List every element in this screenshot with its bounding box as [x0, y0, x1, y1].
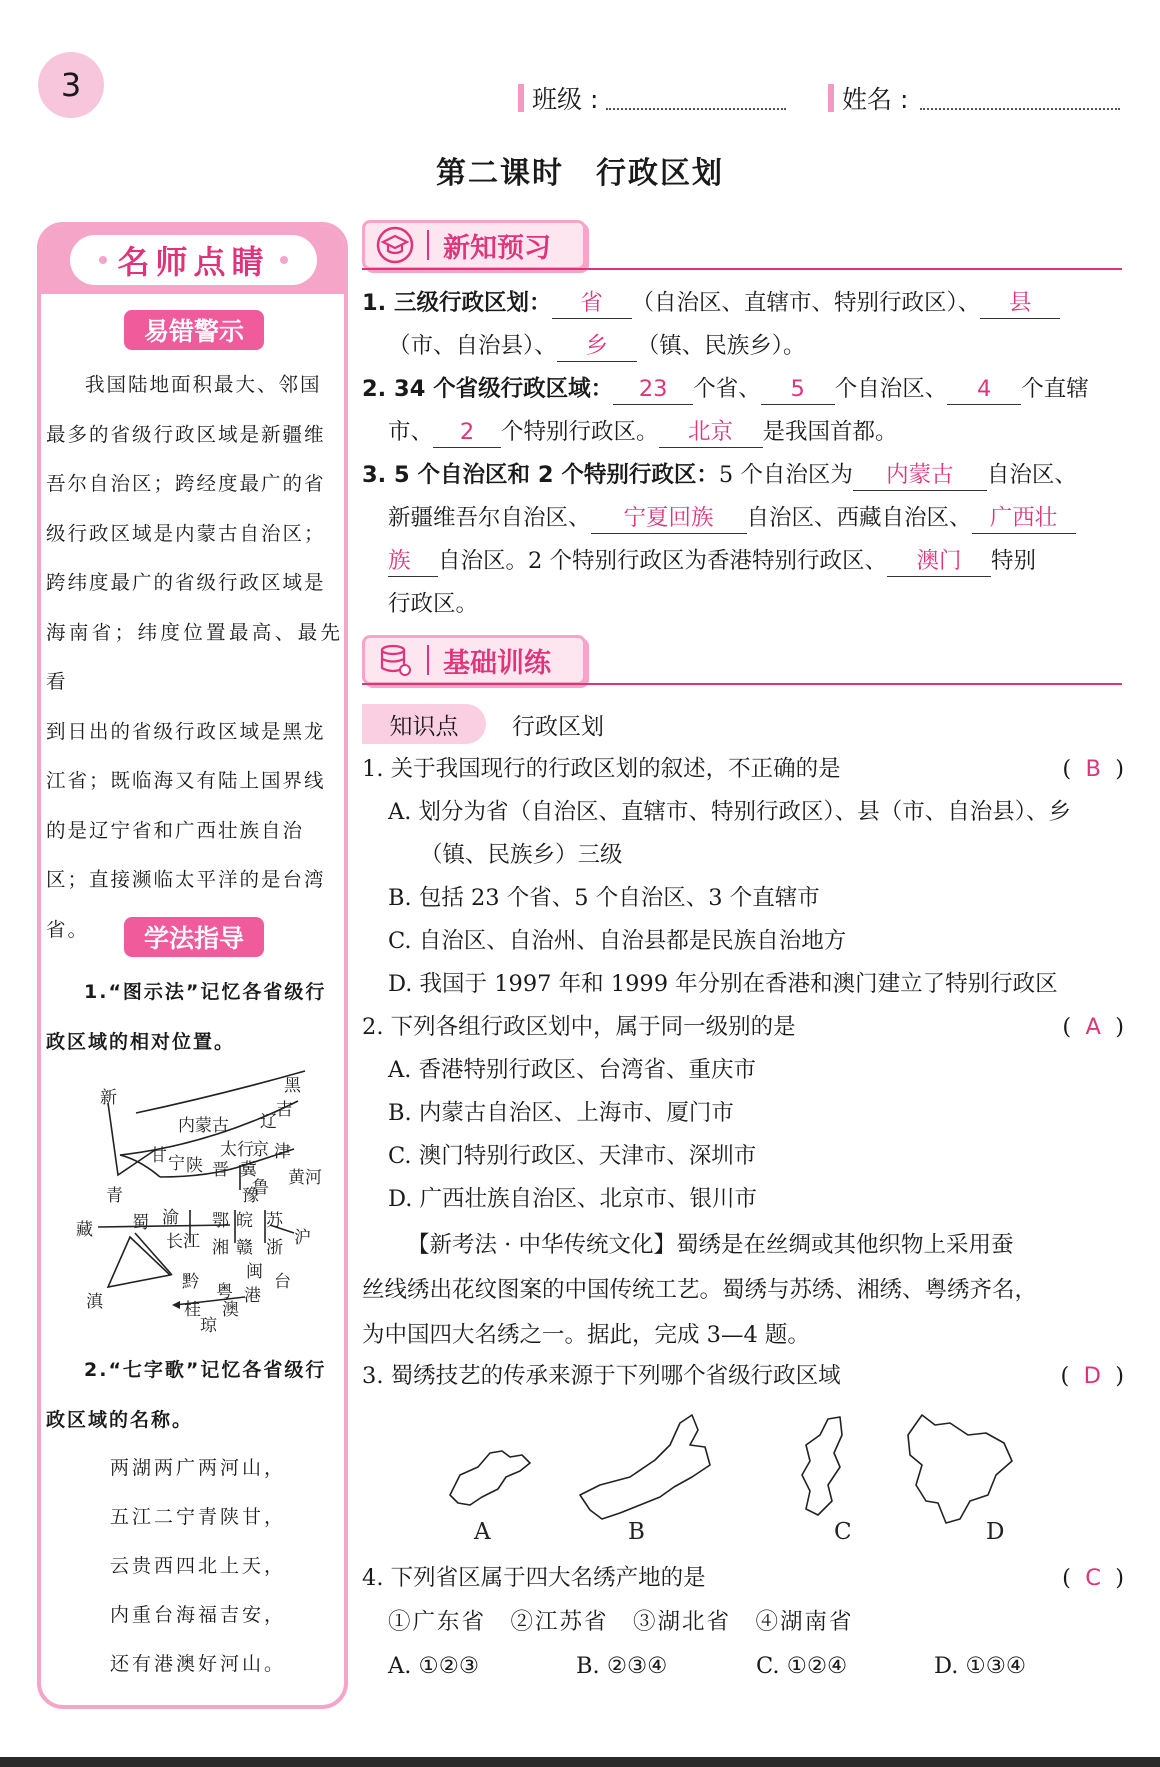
preview-q3-line3: 族 自治区。2 个特别行政区为香港特别行政区、 澳门 特别 [388, 540, 1036, 583]
preview-q3-line2: 新疆维吾尔自治区、 宁夏回族 自治区、西藏自治区、 广西壮 [388, 497, 1076, 540]
diagram-label: 鄂 [212, 1211, 229, 1231]
diagram-label: 藏 [76, 1220, 93, 1240]
diagram-label: 青 [106, 1186, 123, 1206]
diagram-label: 滇 [86, 1292, 103, 1312]
map-choice-labels [473, 1519, 1004, 1545]
map-label: B [628, 1519, 645, 1545]
diagram-label: 鲁 [252, 1178, 269, 1198]
diagram-label: 黔 [182, 1272, 199, 1292]
q4-option-c: C. ①②④ [756, 1653, 848, 1679]
diagram-label: 桂 [184, 1300, 201, 1320]
q2-option-c: C. 澳门特别行政区、天津市、深圳市 [388, 1143, 757, 1169]
knowledge-point-title: 行政区划 [512, 714, 604, 740]
diagram-label: 吉 [276, 1100, 293, 1120]
diagram-label: 长江 [166, 1232, 200, 1252]
graduation-cap-icon [375, 225, 415, 265]
method1-text: 1.“图示法”记忆各省级行 政区域的相对位置。 [46, 981, 327, 1053]
q2-option-a: A. 香港特别行政区、台湾省、重庆市 [388, 1057, 757, 1083]
poem-line: 两湖两广两河山， [110, 1457, 287, 1479]
q3-stem: 3. 蜀绣技艺的传承来源于下列哪个省级行政区域 [362, 1363, 841, 1389]
q1-option-c: C. 自治区、自治州、自治县都是民族自治地方 [388, 928, 847, 954]
preview-q1-line1: 1. 三级行政区划： 省 （自治区、直辖市、特别行政区）、 县 [362, 282, 1060, 325]
preview-section-badge: 新知预习 [362, 220, 586, 270]
class-blank[interactable] [606, 108, 786, 110]
page-title: 第二课时 行政区划 [436, 156, 724, 191]
diagram-label: 粤 [216, 1282, 233, 1302]
poem-line: 云贵西四北上天， [110, 1555, 287, 1577]
q2-stem: 2. 下列各组行政区划中，属于同一级别的是 [362, 1014, 796, 1040]
preview-q1-line2: （市、自治县）、 乡 （镇、民族乡）。 [388, 325, 806, 368]
sidebar-heading: 名师点睛 [70, 235, 317, 285]
name-blank[interactable] [920, 108, 1120, 110]
study-method-label: 学法指导 [124, 917, 264, 957]
preview-rule [362, 268, 1122, 270]
q1-option-b: B. 包括 23 个省、5 个自治区、3 个直辖市 [388, 885, 820, 911]
training-rule [362, 683, 1122, 685]
diagram-label: 台 [274, 1272, 291, 1292]
diagram-label: 冀 [240, 1160, 257, 1180]
class-field: 班级 : [518, 80, 598, 116]
preview-q3-line4: 行政区。 [388, 591, 479, 617]
page-number: 3 [38, 52, 104, 118]
q4-items: ①广东省 ②江苏省 ③湖北省 ④湖南省 [388, 1609, 854, 1635]
diagram-label: 豫 [242, 1186, 259, 1206]
database-icon [375, 640, 415, 680]
diagram-labels [76, 1076, 322, 1336]
q1-option-d: D. 我国于 1997 年和 1999 年分别在香港和澳门建立了特别行政区 [388, 971, 1058, 997]
map-label: A [474, 1519, 491, 1545]
diagram-label: 辽 [260, 1112, 277, 1132]
q1-answer-paren: ( B ) [1062, 756, 1124, 782]
province-outline-sichuan [908, 1415, 1012, 1523]
province-outline-maps [430, 1405, 1080, 1545]
province-position-diagram [60, 1065, 340, 1336]
diagram-label: 新 [100, 1088, 117, 1108]
diagram-label: 港 [244, 1286, 261, 1306]
preview-q3-line1: 3. 5 个自治区和 2 个特别行政区：5 个自治区为 内蒙古 自治区、 [362, 454, 1077, 497]
diagram-label: 内蒙古 [178, 1116, 229, 1136]
q4-option-d: D. ①③④ [934, 1653, 1027, 1679]
diagram-label: 宁 [168, 1154, 185, 1174]
diagram-label: 甘 [150, 1146, 167, 1166]
diagram-label: 蜀 [132, 1213, 149, 1233]
poem-line: 五江二宁青陕甘， [110, 1506, 287, 1528]
province-outline-shaanxi [802, 1417, 842, 1515]
map-label: D [986, 1519, 1005, 1545]
diagram-label: 皖 [236, 1211, 253, 1231]
q1-option-a: A. 划分为省（自治区、直辖市、特别行政区）、县（市、自治县）、乡 [388, 799, 1072, 825]
diagram-label: 琼 [200, 1316, 217, 1336]
diagram-label: 闽 [246, 1262, 263, 1282]
diagram-label: 太行 [220, 1140, 254, 1160]
seven-character-poem [110, 1444, 286, 1689]
q1-stem: 1. 关于我国现行的行政区划的叙述，不正确的是 [362, 756, 841, 782]
diagram-label: 陕 [186, 1156, 203, 1176]
name-field: 姓名 : [828, 80, 908, 116]
diagram-label: 沪 [294, 1228, 311, 1248]
diagram-label: 黄河 [288, 1168, 322, 1188]
training-section-badge: 基础训练 [362, 635, 586, 685]
diagram-label: 浙 [266, 1238, 283, 1258]
knowledge-point-tag: 知识点 [362, 704, 486, 744]
diagram-label: 湘 [212, 1238, 229, 1258]
q1-option-a-cont: （镇、民族乡）三级 [420, 842, 623, 868]
diagram-label: 澳 [222, 1300, 239, 1320]
q2-option-d: D. 广西壮族自治区、北京市、银川市 [388, 1186, 758, 1212]
q2-option-b: B. 内蒙古自治区、上海市、厦门市 [388, 1100, 734, 1126]
province-outline-shandong [450, 1451, 530, 1505]
q4-option-a: A. ①②③ [388, 1653, 480, 1679]
map-label: C [834, 1519, 852, 1545]
q4-stem: 4. 下列省区属于四大名绣产地的是 [362, 1565, 706, 1591]
q4-answer-paren: ( C ) [1062, 1565, 1124, 1591]
diagram-label: 苏 [266, 1211, 283, 1231]
q2-answer-paren: ( A ) [1062, 1014, 1124, 1040]
reading-passage: 【新考法 · 中华传统文化】蜀绣是在丝绸或其他织物上采用蚕 丝线绣出花纹图案的中国传统工艺。蜀绣与苏绣、湘绣、粤绣齐名， 为中国四大名绣之一。据此，完成 3—4 题。 [362, 1232, 1038, 1348]
q3-answer-paren: ( D ) [1060, 1363, 1124, 1389]
error-warning-label: 易错警示 [124, 310, 264, 350]
bottom-edge [0, 1757, 1160, 1767]
diagram-label: 晋 [212, 1160, 229, 1180]
q4-option-b: B. ②③④ [576, 1653, 668, 1679]
province-outline-inner-mongolia [580, 1415, 710, 1519]
diagram-label: 黑 [284, 1076, 301, 1096]
poem-line: 还有港澳好河山。 [110, 1653, 287, 1675]
method2-text: 2.“七字歌”记忆各省级行 政区域的名称。 [46, 1359, 327, 1431]
diagram-label: 京 [252, 1140, 269, 1160]
preview-q2-line2: 市、 2 个特别行政区。 北京 是我国首都。 [388, 411, 898, 454]
poem-line: 内重台海福吉安， [110, 1604, 287, 1626]
diagram-label: 津 [274, 1142, 291, 1162]
diagram-label: 渝 [162, 1208, 179, 1228]
preview-q2-line1: 2. 34 个省级行政区域： 23 个省、 5 个自治区、 4 个直辖 [362, 368, 1089, 411]
diagram-label: 赣 [236, 1238, 253, 1258]
error-warning-text: 我国陆地面积最大、邻国 最多的省级行政区域是新疆维 吾尔自治区；跨经度最广的省 级行政区域是内蒙古自治区； 跨纬度最广的省级行政区域是 海南省；纬度位置最高、最先看 到日出的省级行政区域是黑龙 江省；既临海又有陆上国界线 的是辽宁省和广西壮族自治 区；直接濒临太平洋的是台湾 省。 [46, 373, 342, 941]
